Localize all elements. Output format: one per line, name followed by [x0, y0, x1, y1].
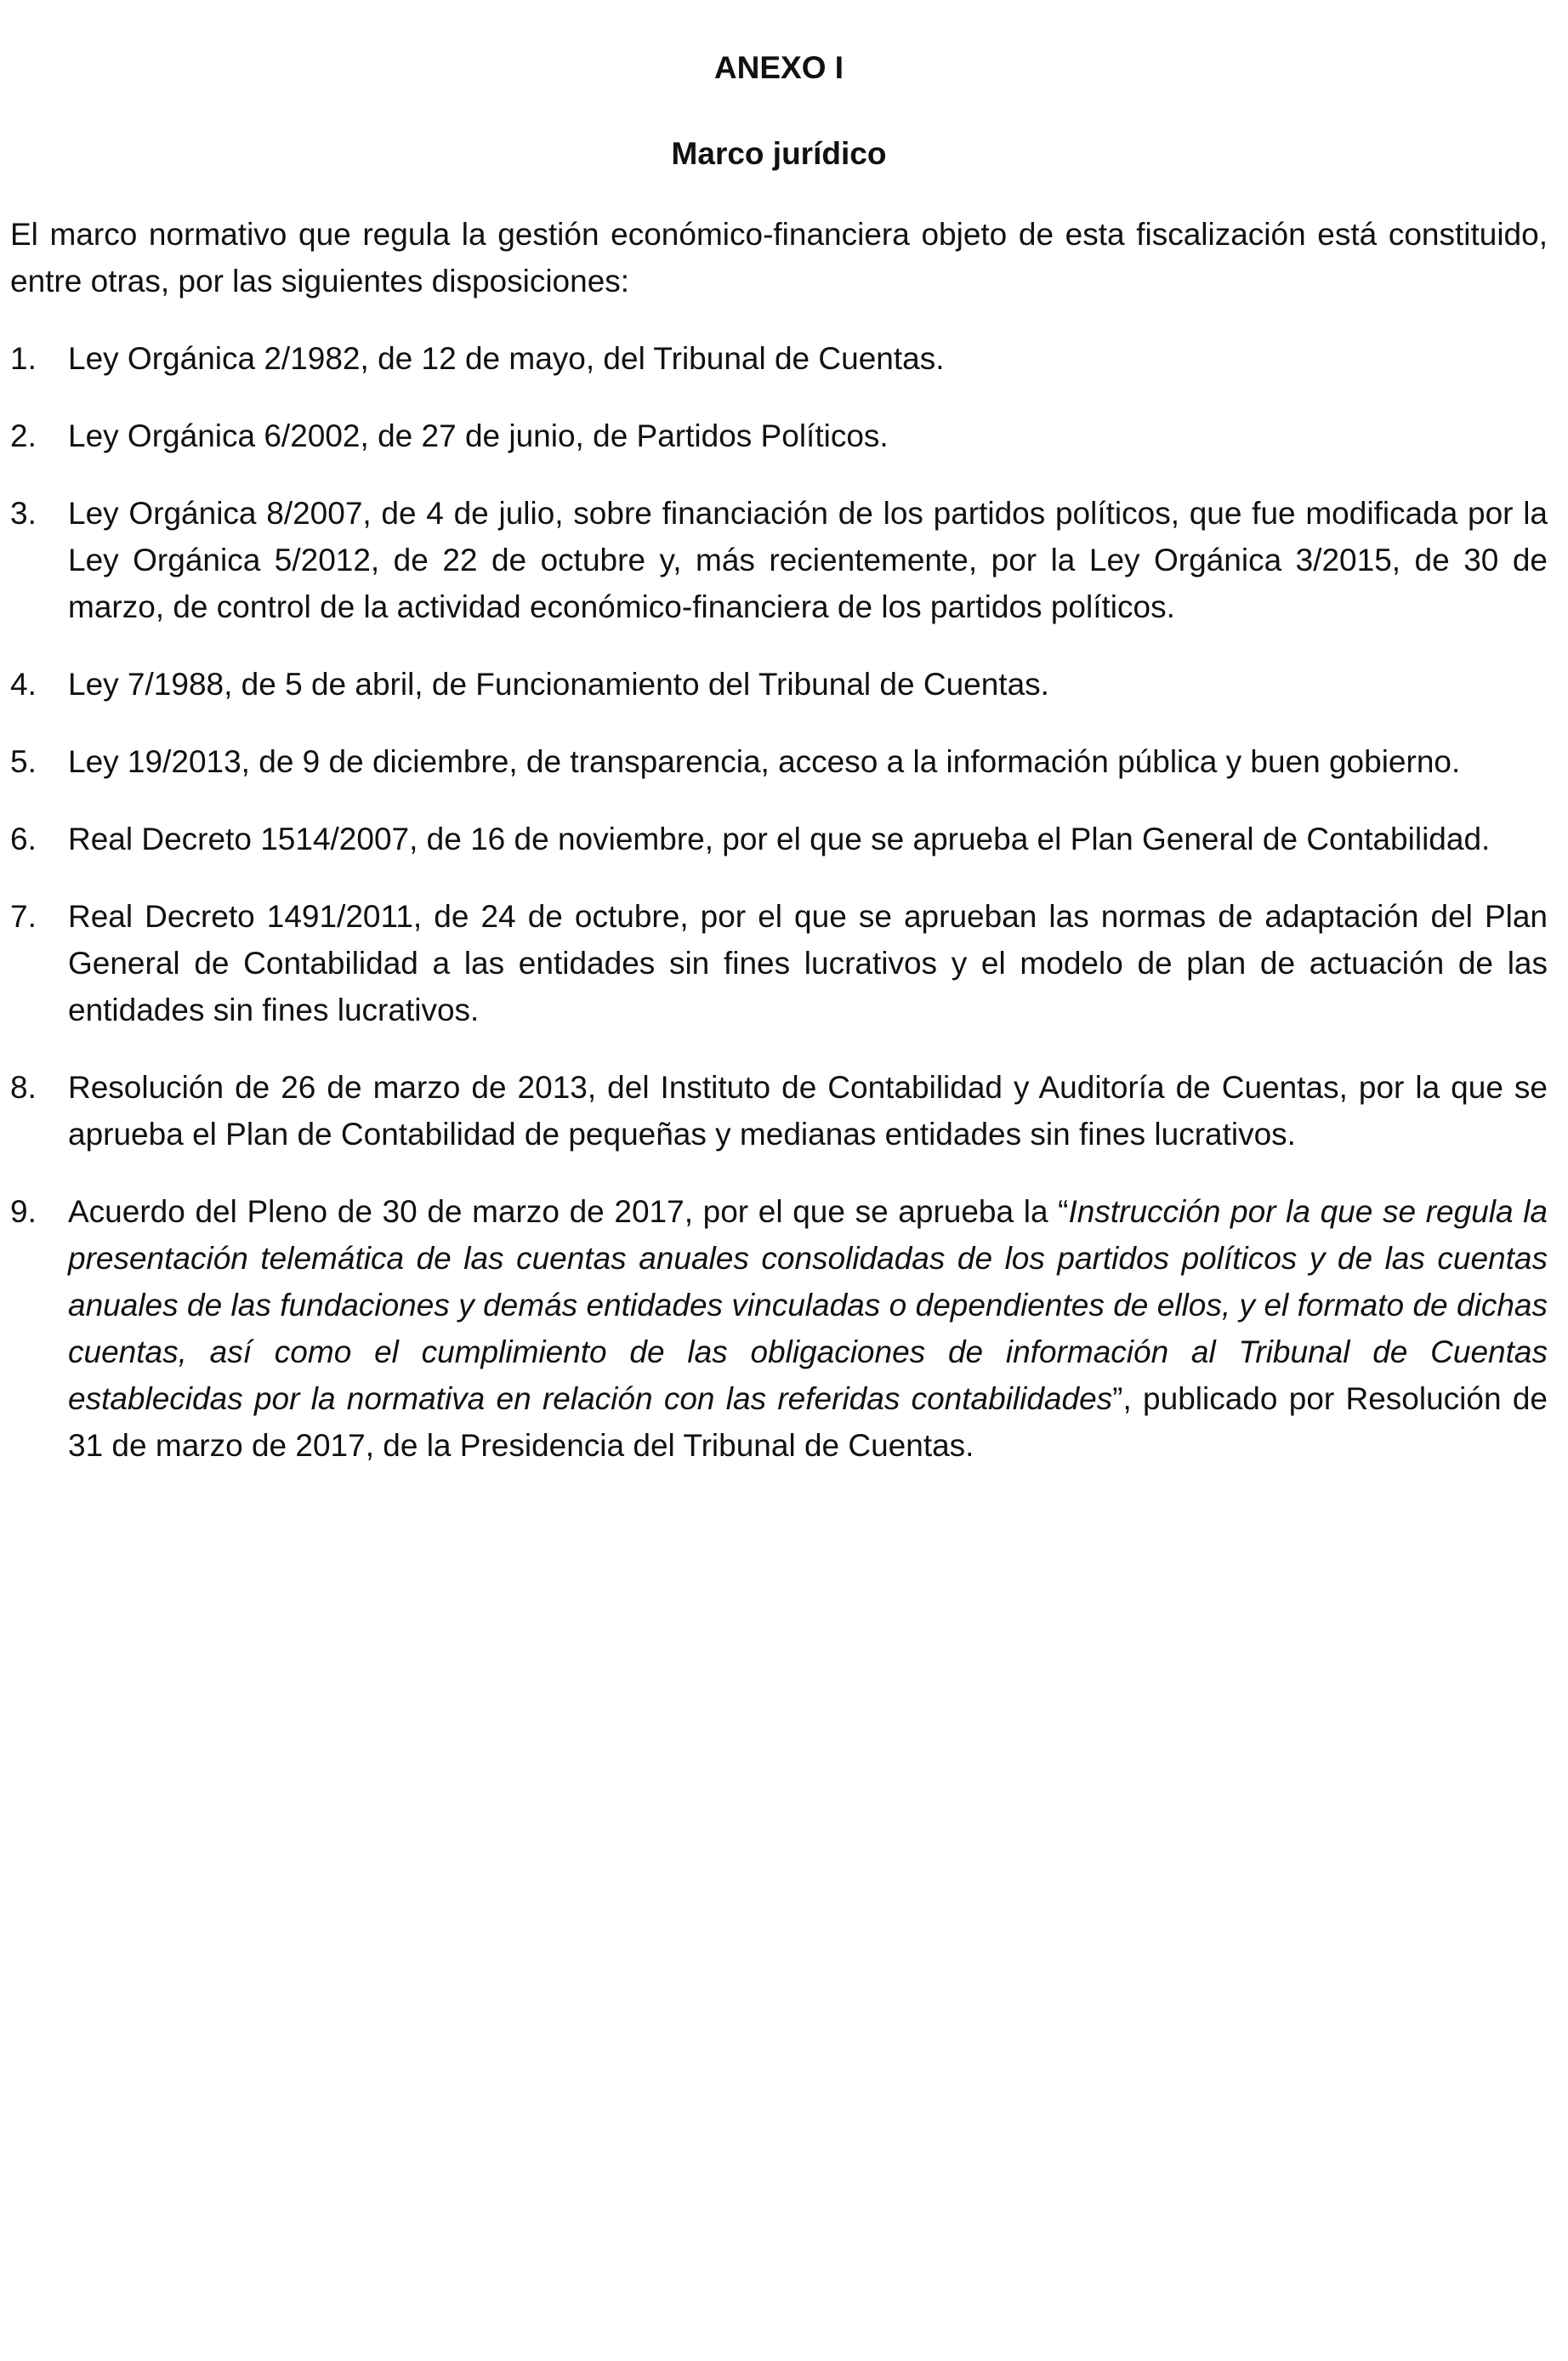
- item-text: Ley 7/1988, de 5 de abril, de Funcionamiento del Tribunal de Cuentas.: [68, 667, 1049, 702]
- intro-paragraph: El marco normativo que regula la gestión económico-financiera objeto de esta fiscalización está constituido, entre otras, por las siguientes disposiciones:: [10, 217, 1548, 299]
- item-text-tail: ”, publicado por Resolución de 31 de marzo de 2017, de la Presidencia del Tribunal de Cuentas.: [68, 1381, 1548, 1463]
- list-item: [10, 738, 1548, 785]
- list-item: [10, 661, 1548, 708]
- list-item: [10, 893, 1548, 1033]
- item-number: 1.: [10, 341, 37, 376]
- item-number: 9.: [10, 1194, 37, 1229]
- list-item: [10, 1188, 1548, 1469]
- item-text: Ley 19/2013, de 9 de diciembre, de transparencia, acceso a la información pública y buen gobierno.: [68, 744, 1461, 779]
- item-number: 2.: [10, 418, 37, 453]
- annex-title: ANEXO I: [713, 50, 844, 85]
- item-text-italic-title: Instrucción por la que se regula la presentación telemática de las cuentas anuales consolidadas de los partidos políticos y de las cuentas anuales de las fundaciones y demás entidades vinculadas o dependientes de ellos, y el formato de dichas cuentas, así como el cumplimiento de las obligaciones de información al Tribunal de Cuentas establecidas por la normativa en relación con las referidas contabilidades: [68, 1194, 1548, 1416]
- item-text: Resolución de 26 de marzo de 2013, del Instituto de Contabilidad y Auditoría de Cuentas, por la que se aprueba el Plan de Contabilidad de pequeñas y medianas entidades sin fines lucrativos.: [68, 1070, 1548, 1152]
- item-number: 5.: [10, 744, 37, 779]
- legal-provisions-list: [10, 335, 1548, 1469]
- item-text: [68, 1188, 1548, 1469]
- item-number: 7.: [10, 899, 37, 934]
- item-number: 6.: [10, 822, 37, 856]
- document-page: [10, 44, 1548, 1499]
- list-item: [10, 335, 1548, 382]
- item-number: 3.: [10, 496, 37, 531]
- list-item: [10, 816, 1548, 862]
- item-text: Real Decreto 1491/2011, de 24 de octubre, por el que se aprueban las normas de adaptación del Plan General de Contabilidad a las entidades sin fines lucrativos y el modelo de plan de actuación de las entidades sin fines lucrativos.: [68, 899, 1548, 1027]
- item-number: 4.: [10, 667, 37, 702]
- list-item: [10, 490, 1548, 630]
- item-number: 8.: [10, 1070, 37, 1105]
- list-item: [10, 1064, 1548, 1158]
- item-text: Real Decreto 1514/2007, de 16 de noviembre, por el que se aprueba el Plan General de Contabilidad.: [68, 822, 1491, 856]
- item-text: Ley Orgánica 6/2002, de 27 de junio, de Partidos Políticos.: [68, 418, 889, 453]
- section-title: Marco jurídico: [671, 136, 887, 171]
- list-item: [10, 412, 1548, 459]
- item-text-lead: Acuerdo del Pleno de 30 de marzo de 2017, por el que se aprueba la “: [68, 1194, 1069, 1229]
- item-text: Ley Orgánica 8/2007, de 4 de julio, sobre financiación de los partidos políticos, que fue modificada por la Ley Orgánica 5/2012, de 22 de octubre y, más recientemente, por la Ley Orgánica 3/2015, de 30 de marzo, de control de la actividad económico-financiera de los partidos políticos.: [68, 496, 1548, 624]
- item-text: Ley Orgánica 2/1982, de 12 de mayo, del Tribunal de Cuentas.: [68, 341, 945, 376]
